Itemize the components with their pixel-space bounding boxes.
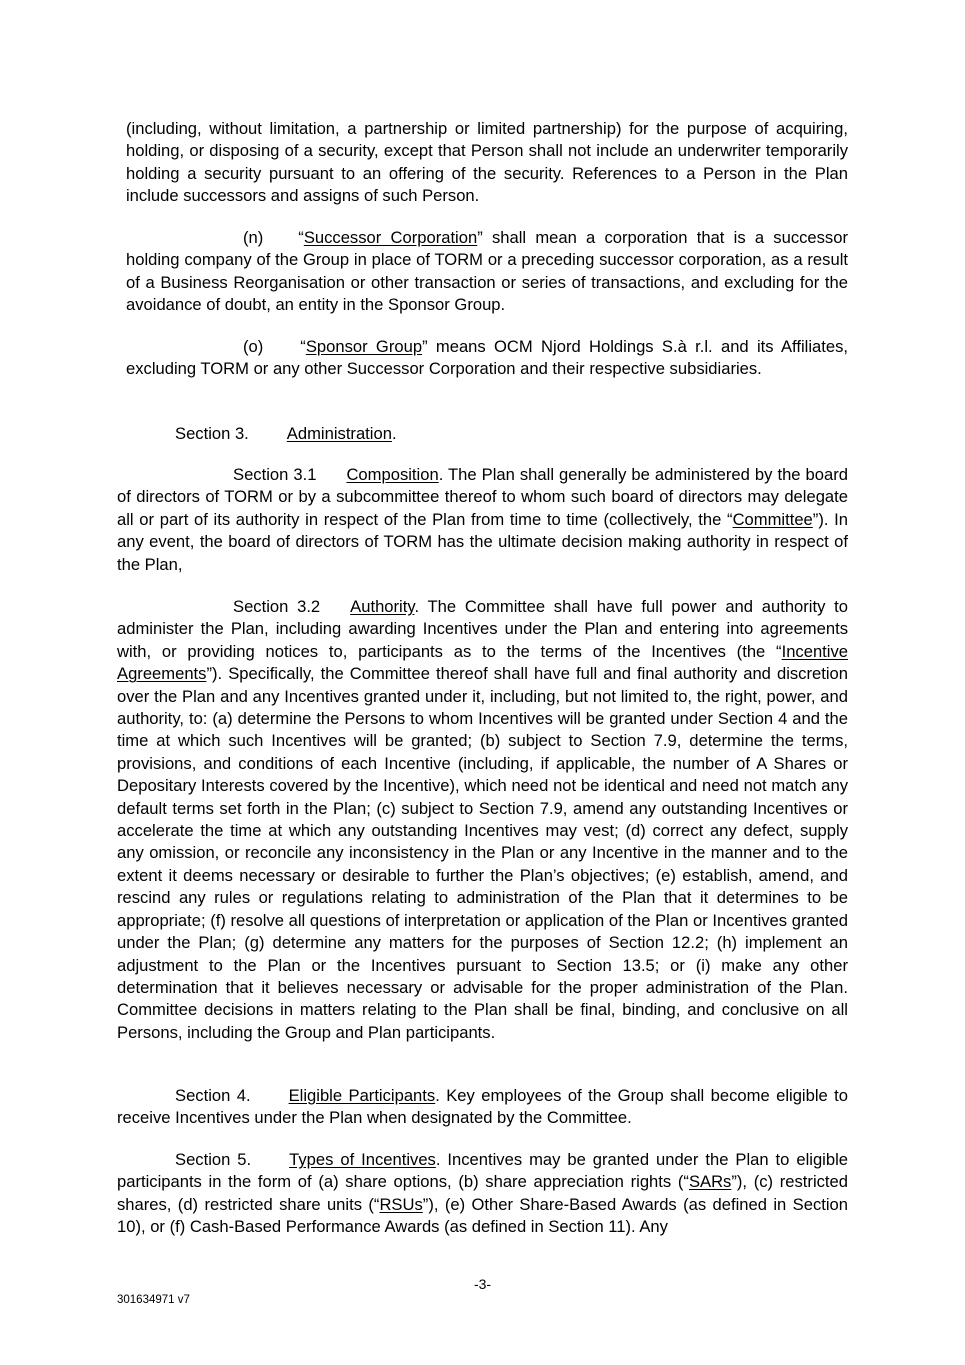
definition-n: (n) “Successor Corporation” shall mean a corporation that is a successor holding company of the Group in place of TORM or a preceding successor corporation, as a result of a Business Reorganisation or other transaction or series of transactions, and excluding for the avoidance of doubt, an entity in the Sponsor Group. [126,228,848,315]
definition-text: ” means OCM Njord Holdings S.à r.l. and its Affiliates, excluding TORM or any other Successor Corporation and their respective subsidiaries. [126,337,848,379]
section-title: Administration [286,424,392,443]
section-text: ”), (e) Other Share-Based Awards (as defined in Section 10), or (f) Cash-Based Performance Awards (as defined in Section 11). Any [117,1194,848,1237]
section-text: . The Plan shall generally be administered by the board of directors of TORM or by a subcommittee thereof to whom such board of directors may delegate all or part of its authority in respect of the Plan from time to time (collectively, the “ [117,465,848,529]
section-4 [117,1085,848,1130]
section-3-1 [117,464,848,576]
defined-term: Successor Corporation [303,228,478,247]
section-title: Composition [346,465,439,484]
section-title: Types of Incentives [289,1150,436,1169]
section-5 [117,1149,848,1239]
section-text: ”). Specifically, the Committee thereof shall have full and final authority and discretion over the Plan and any Incentives granted under it, including, but not limited to, the right, power, and authority, to: (a) determine the Persons to whom Incentives will be granted under Section 4 and the time at which such Incentives will be granted; (b) subject to Section 7.9, determine the terms, provisions, and conditions of each Incentive (including, if applicable, the number of A Shares or Depositary Interests covered by the Incentive), which need not be identical and need not match any default terms set forth in the Plan; (c) subject to Section 7.9, amend any outstanding Incentives or accelerate the time at which any outstanding Incentives may vest; (d) correct any defect, supply any omission, or reconcile any inconsistency in the Plan or any Incentive in the manner and to the extent it deems necessary or desirable to further the Plan’s objectives; (e) establish, amend, and rescind any rules or regulations relating to administration of the Plan that it determines to be appropriate; (f) resolve all questions of interpretation or application of the Plan or Incentives granted under the Plan; (g) determine any matters for the purposes of Section 12.2; (h) implement an adjustment to the Plan or the Incentives pursuant to Section 13.5; or (i) make any other determination that it believes necessary or advisable for the proper administration of the Plan. Committee decisions in matters relating to the Plan shall be final, binding, and conclusive on all Persons, including the Group and Plan participants. [117,664,848,1042]
defined-term: RSUs [379,1194,423,1214]
section-title: Eligible Participants [288,1086,436,1105]
section-text: ”). In any event, the board of directors of TORM has the ultimate decision making authority in respect of the Plan, [117,509,848,574]
section-text: . Key employees of the Group shall become eligible to receive Incentives under the Plan when designated by the Committee. [117,1086,848,1128]
section-label: Section 3.1 [233,465,317,484]
section-text: . The Committee shall have full power and authority to administer the Plan, including awarding Incentives under the Plan and entering into agreements with, or providing notices to, participants as to the terms of the Incentives (the “ [117,597,848,661]
defined-term: Committee [732,509,813,529]
section-label: Section 4. [175,1086,251,1105]
page-number: -3- [473,1276,492,1292]
section-3-heading: Section 3. Administration. [175,424,397,443]
paragraph-continuation [126,118,848,208]
section-title: Authority [350,597,415,616]
section-label: Section 3.2 [233,597,321,616]
definition-number: (o) [243,337,264,356]
definition-text: ” shall mean a corporation that is a successor holding company of the Group in place of TORM or a preceding successor corporation, as a result of a Business Reorganisation or other transaction or series of transactions, and excluding for the avoidance of doubt, an entity in the Sponsor Group. [126,228,848,315]
section-3-2 [117,596,848,1044]
defined-term: Sponsor Group [305,337,423,356]
section-label: Section 3. [175,424,249,443]
section-text: . Incentives may be granted under the Plan to eligible participants in the form of (a) share options, (b) share appreciation rights (“ [117,1150,849,1192]
defined-term: Incentive Agreements [117,641,848,684]
definition-o: (o) “Sponsor Group” means OCM Njord Holdings S.à r.l. and its Affiliates, excluding TORM or any other Successor Corporation and their respective subsidiaries. [126,337,848,379]
section-text: ”), (c) restricted shares, (d) restricted share units (“ [117,1172,848,1214]
section-label: Section 5. [175,1150,252,1169]
definition-number: (n) [243,228,264,247]
document-id: 301634971 v7 [117,1294,190,1306]
paragraph-text: (including, without limitation, a partnership or limited partnership) for the purpose of acquiring, holding, or disposing of a security, except that Person shall not include an underwriter temporarily holding a security pursuant to an offering of the security. References to a Person in the Plan include successors and assigns of such Person. [126,119,848,206]
defined-term: SARs [688,1172,732,1192]
